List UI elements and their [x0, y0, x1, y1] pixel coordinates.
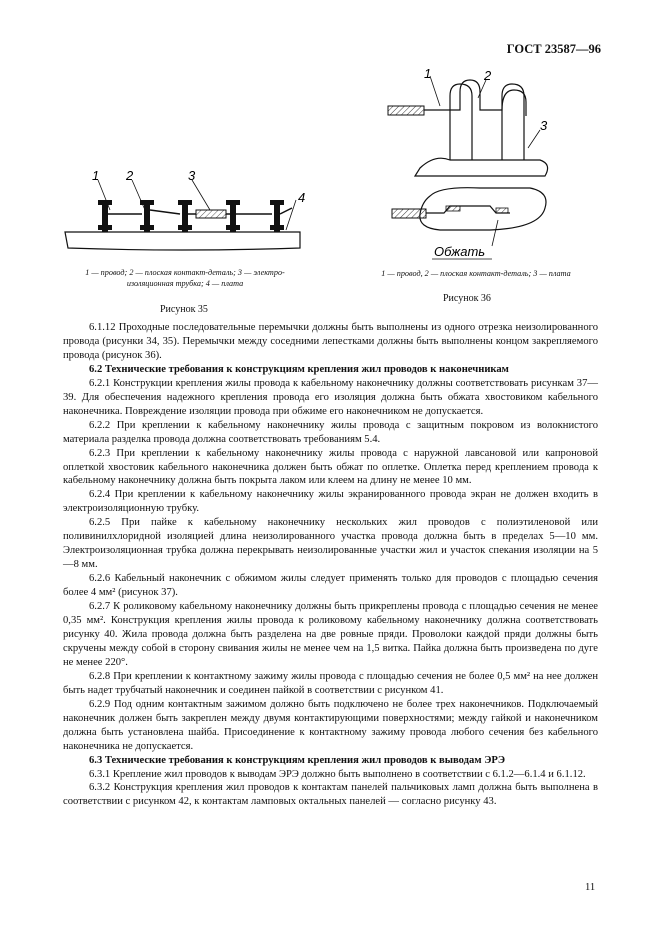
fig36-annotation: Обжать	[434, 244, 486, 259]
paragraph-6-2-2: 6.2.2 При креплении к кабельному наконечнику жилы провода с защитным покровом из волокнистого материала разделка провода должна соответствовать требованиям 5.4.	[63, 419, 598, 445]
figure-36-title: Рисунок 36	[443, 293, 491, 304]
paragraph-6-2-7: 6.2.7 К роликовому кабельному наконечнику должны быть прикреплены провода с площадью сечения не менее 0,35 мм². Конструкция крепления жилы провода к роликовому кабельному наконечнику должна соответствовать рисунку 40. Жила провода должна быть разделена на две ровные пряди. Проволоки каждой пряди должны быть скручены между собой в сторону свивания жилы не менее чем на 1,5 витка. Пайка должна быть произведена по дуге не менее 220°.	[63, 601, 598, 668]
heading-6-2: 6.2 Технические требования к конструкциям крепления жил проводов к наконечникам	[89, 363, 509, 375]
paragraph-6-2-8: 6.2.8 При креплении к контактному зажиму жилы провода с площадью сечения не более 0,5 мм² на нее должен быть надет трубчатый наконечник и соединен пайкой в соответствии с рисунком 41.	[63, 670, 598, 696]
paragraph-6-3-2: 6.3.2 Конструкция крепления жил проводов к контактам панелей пальчиковых ламп должна быть выполнена в соответствии с рисунком 42, к контактам ламповых октальных панелей — согласно рисунку 43.	[63, 782, 598, 808]
fig35-label-4: 4	[298, 190, 306, 205]
fig36-label-1: 1	[424, 68, 432, 81]
paragraph-6-2-4: 6.2.4 При креплении к кабельному наконечнику жилы экранированного провода экран не должен входить в электроизоляционную трубку.	[63, 489, 598, 515]
paragraph-6-2-6: 6.2.6 Кабельный наконечник с обжимом жилы следует применять только для проводов с площадью сечения более 4 мм² (рисунок 37).	[63, 573, 598, 599]
fig36-label-3: 3	[540, 118, 548, 133]
fig35-label-2: 2	[126, 170, 134, 183]
paragraph-6-2-3: 6.2.3 При креплении к кабельному наконечнику жилы провода с наружной лавсановой или капроновой оплеткой хвостовик кабельного наконечника должен быть обжат по оплетке. Оплетка перед креплением провода к кабельному наконечнику должна быть покрыта лаком или клеем на длину не менее 10 мм.	[63, 447, 598, 487]
paragraph-6-2-9: 6.2.9 Под одним контактным зажимом должно быть подключено не более трех наконечников. Подключаемый наконечник должен быть закреплен между двумя контактирующими поверхностями; между гайкой и наконечником должна быть установлена шайба. Присоединение к контактному зажиму провода любого сечения без кабельного наконечника не допускается.	[63, 698, 598, 752]
paragraph-6-2-1: 6.2.1 Конструкции крепления жилы провода к кабельному наконечнику должны соответствовать рисункам 37—39. Для обеспечения надежного крепления провода его изоляция должна быть обжата хвостовиком кабельного наконечника. Повреждение изоляции провода при обжиме его наконечником не допускается.	[63, 377, 598, 417]
figure-35-drawing	[60, 170, 310, 255]
paragraph-6-3-1: 6.3.1 Крепление жил проводов к выводам ЭРЭ должно быть выполнено в соответствии с 6.1.2—6.1.4 и 6.1.12.	[89, 768, 586, 780]
fig35-label-1: 1	[92, 170, 100, 183]
figure-36-drawing	[380, 68, 560, 268]
figure-35-caption-line1: 1 — провод; 2 — плоская контакт-деталь; 3 — электро-	[85, 268, 285, 277]
figure-35-title: Рисунок 35	[160, 304, 208, 315]
figure-36-caption: 1 — провод, 2 — плоская контакт-деталь; 3 — плата	[381, 269, 571, 278]
figure-35-caption	[60, 267, 310, 289]
fig35-label-3: 3	[188, 170, 196, 183]
document-header: ГОСТ 23587—96	[506, 42, 601, 56]
heading-6-3: 6.3 Технические требования к конструкциям крепления жил проводов к выводам ЭРЭ	[89, 754, 506, 766]
fig36-label-2: 2	[484, 68, 492, 83]
paragraph-6-2-5: 6.2.5 При пайке к кабельному наконечнику нескольких жил проводов с полиэтиленовой или поливинилхлоридной изоляцией длина неизолированного участка провода должна быть в пределах 5—10 мм. Электроизоляционная трубка должна перекрывать неизолированные участки жил и участок спекания изоляции на 5—8 мм.	[63, 517, 598, 571]
paragraph-6-1-12: 6.1.12 Проходные последовательные перемычки должны быть выполнены из одного отрезка неизолированного провода (рисунки 34, 35). Перемычки между соседними лепестками должны быть выполнены концом закрепляемого провода (рисунок 36).	[63, 322, 598, 361]
page-number: 11	[585, 882, 596, 893]
figure-35-caption-line2: изоляционная трубка; 4 — плата	[126, 279, 244, 288]
body-text	[63, 321, 598, 809]
